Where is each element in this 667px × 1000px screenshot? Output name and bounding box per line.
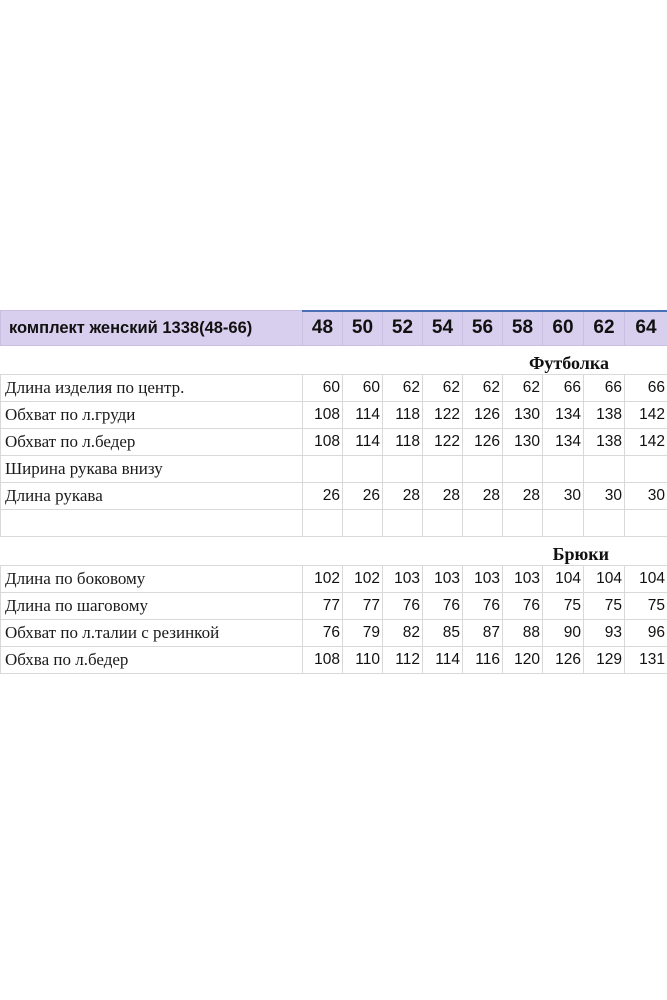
table-cell: 76 bbox=[503, 593, 543, 620]
table-cell: 104 bbox=[584, 566, 625, 593]
empty-cell bbox=[463, 510, 503, 537]
section-title: Футболка bbox=[1, 346, 667, 375]
table-cell bbox=[503, 456, 543, 483]
size-header-64: 64 bbox=[625, 311, 667, 346]
table-cell: 85 bbox=[423, 620, 463, 647]
table-cell: 104 bbox=[543, 566, 584, 593]
size-table bbox=[0, 310, 667, 674]
table-cell: 138 bbox=[584, 402, 625, 429]
table-cell: 30 bbox=[543, 483, 584, 510]
table-cell: 62 bbox=[503, 375, 543, 402]
header-top-border bbox=[302, 310, 667, 312]
size-header-58: 58 bbox=[503, 311, 543, 346]
table-cell: 76 bbox=[303, 620, 343, 647]
row-label: Обхват по л.бедер bbox=[1, 429, 303, 456]
table-cell: 130 bbox=[503, 402, 543, 429]
table-cell bbox=[625, 456, 667, 483]
table-cell bbox=[584, 456, 625, 483]
table-cell: 62 bbox=[463, 375, 503, 402]
empty-cell bbox=[343, 510, 383, 537]
table-cell: 122 bbox=[423, 402, 463, 429]
table-cell: 76 bbox=[463, 593, 503, 620]
table-row bbox=[1, 483, 667, 510]
table-cell: 75 bbox=[543, 593, 584, 620]
row-label: Длина изделия по центр. bbox=[1, 375, 303, 402]
table-cell: 62 bbox=[383, 375, 423, 402]
table-cell: 114 bbox=[343, 429, 383, 456]
empty-cell bbox=[543, 510, 584, 537]
table-cell bbox=[543, 456, 584, 483]
empty-cell bbox=[423, 510, 463, 537]
table-cell: 120 bbox=[503, 647, 543, 674]
row-label: Длина по шаговому bbox=[1, 593, 303, 620]
table-row bbox=[1, 375, 667, 402]
table-cell: 62 bbox=[423, 375, 463, 402]
table-cell: 102 bbox=[303, 566, 343, 593]
size-header-60: 60 bbox=[543, 311, 584, 346]
size-header-50: 50 bbox=[343, 311, 383, 346]
table-cell: 103 bbox=[383, 566, 423, 593]
table-row bbox=[1, 402, 667, 429]
table-cell: 76 bbox=[383, 593, 423, 620]
table-cell: 66 bbox=[584, 375, 625, 402]
section-row bbox=[1, 537, 667, 566]
table-cell: 87 bbox=[463, 620, 503, 647]
size-chart bbox=[0, 310, 667, 674]
table-cell: 138 bbox=[584, 429, 625, 456]
table-cell: 108 bbox=[303, 402, 343, 429]
table-cell bbox=[463, 456, 503, 483]
table-cell bbox=[343, 456, 383, 483]
table-cell: 114 bbox=[423, 647, 463, 674]
table-cell: 122 bbox=[423, 429, 463, 456]
table-cell bbox=[383, 456, 423, 483]
size-header-48: 48 bbox=[303, 311, 343, 346]
size-header-54: 54 bbox=[423, 311, 463, 346]
table-cell: 142 bbox=[625, 429, 667, 456]
table-cell: 77 bbox=[343, 593, 383, 620]
table-cell: 112 bbox=[383, 647, 423, 674]
table-cell: 28 bbox=[383, 483, 423, 510]
table-cell: 96 bbox=[625, 620, 667, 647]
table-cell: 134 bbox=[543, 402, 584, 429]
table-cell: 126 bbox=[463, 429, 503, 456]
empty-cell bbox=[1, 510, 303, 537]
table-row bbox=[1, 429, 667, 456]
table-cell: 77 bbox=[303, 593, 343, 620]
table-cell: 102 bbox=[343, 566, 383, 593]
section-title: Брюки bbox=[1, 537, 667, 566]
table-cell: 118 bbox=[383, 429, 423, 456]
table-cell bbox=[423, 456, 463, 483]
table-cell: 75 bbox=[584, 593, 625, 620]
table-row bbox=[1, 456, 667, 483]
table-cell: 75 bbox=[625, 593, 667, 620]
row-label: Длина по боковому bbox=[1, 566, 303, 593]
size-header-56: 56 bbox=[463, 311, 503, 346]
table-row bbox=[1, 647, 667, 674]
table-row bbox=[1, 593, 667, 620]
table-cell: 108 bbox=[303, 429, 343, 456]
section-row bbox=[1, 346, 667, 375]
table-cell: 134 bbox=[543, 429, 584, 456]
row-label: Обхват по л.груди bbox=[1, 402, 303, 429]
table-cell: 30 bbox=[584, 483, 625, 510]
table-cell: 88 bbox=[503, 620, 543, 647]
table-cell: 103 bbox=[423, 566, 463, 593]
empty-cell bbox=[303, 510, 343, 537]
table-cell: 28 bbox=[423, 483, 463, 510]
row-label: Обхват по л.талии с резинкой bbox=[1, 620, 303, 647]
table-cell: 79 bbox=[343, 620, 383, 647]
table-cell: 26 bbox=[303, 483, 343, 510]
table-cell: 131 bbox=[625, 647, 667, 674]
table-title: комплект женский 1338(48-66) bbox=[1, 311, 303, 346]
table-cell: 30 bbox=[625, 483, 667, 510]
table-cell: 114 bbox=[343, 402, 383, 429]
table-cell: 82 bbox=[383, 620, 423, 647]
table-cell: 28 bbox=[463, 483, 503, 510]
table-cell: 110 bbox=[343, 647, 383, 674]
table-cell: 26 bbox=[343, 483, 383, 510]
table-row bbox=[1, 620, 667, 647]
table-cell: 108 bbox=[303, 647, 343, 674]
size-header-52: 52 bbox=[383, 311, 423, 346]
table-cell: 116 bbox=[463, 647, 503, 674]
row-label: Длина рукава bbox=[1, 483, 303, 510]
table-cell: 28 bbox=[503, 483, 543, 510]
table-cell: 126 bbox=[543, 647, 584, 674]
empty-cell bbox=[383, 510, 423, 537]
table-cell: 103 bbox=[463, 566, 503, 593]
blank-row bbox=[1, 510, 667, 537]
table-cell bbox=[303, 456, 343, 483]
empty-cell bbox=[503, 510, 543, 537]
row-label: Ширина рукава внизу bbox=[1, 456, 303, 483]
table-cell: 76 bbox=[423, 593, 463, 620]
table-cell: 93 bbox=[584, 620, 625, 647]
table-row bbox=[1, 566, 667, 593]
size-header-62: 62 bbox=[584, 311, 625, 346]
table-cell: 60 bbox=[303, 375, 343, 402]
table-cell: 60 bbox=[343, 375, 383, 402]
table-cell: 129 bbox=[584, 647, 625, 674]
table-cell: 90 bbox=[543, 620, 584, 647]
table-cell: 103 bbox=[503, 566, 543, 593]
table-cell: 130 bbox=[503, 429, 543, 456]
empty-cell bbox=[625, 510, 667, 537]
table-cell: 104 bbox=[625, 566, 667, 593]
table-cell: 66 bbox=[625, 375, 667, 402]
table-cell: 126 bbox=[463, 402, 503, 429]
header-row bbox=[1, 311, 667, 346]
table-cell: 142 bbox=[625, 402, 667, 429]
empty-cell bbox=[584, 510, 625, 537]
row-label: Обхва по л.бедер bbox=[1, 647, 303, 674]
table-cell: 66 bbox=[543, 375, 584, 402]
table-cell: 118 bbox=[383, 402, 423, 429]
